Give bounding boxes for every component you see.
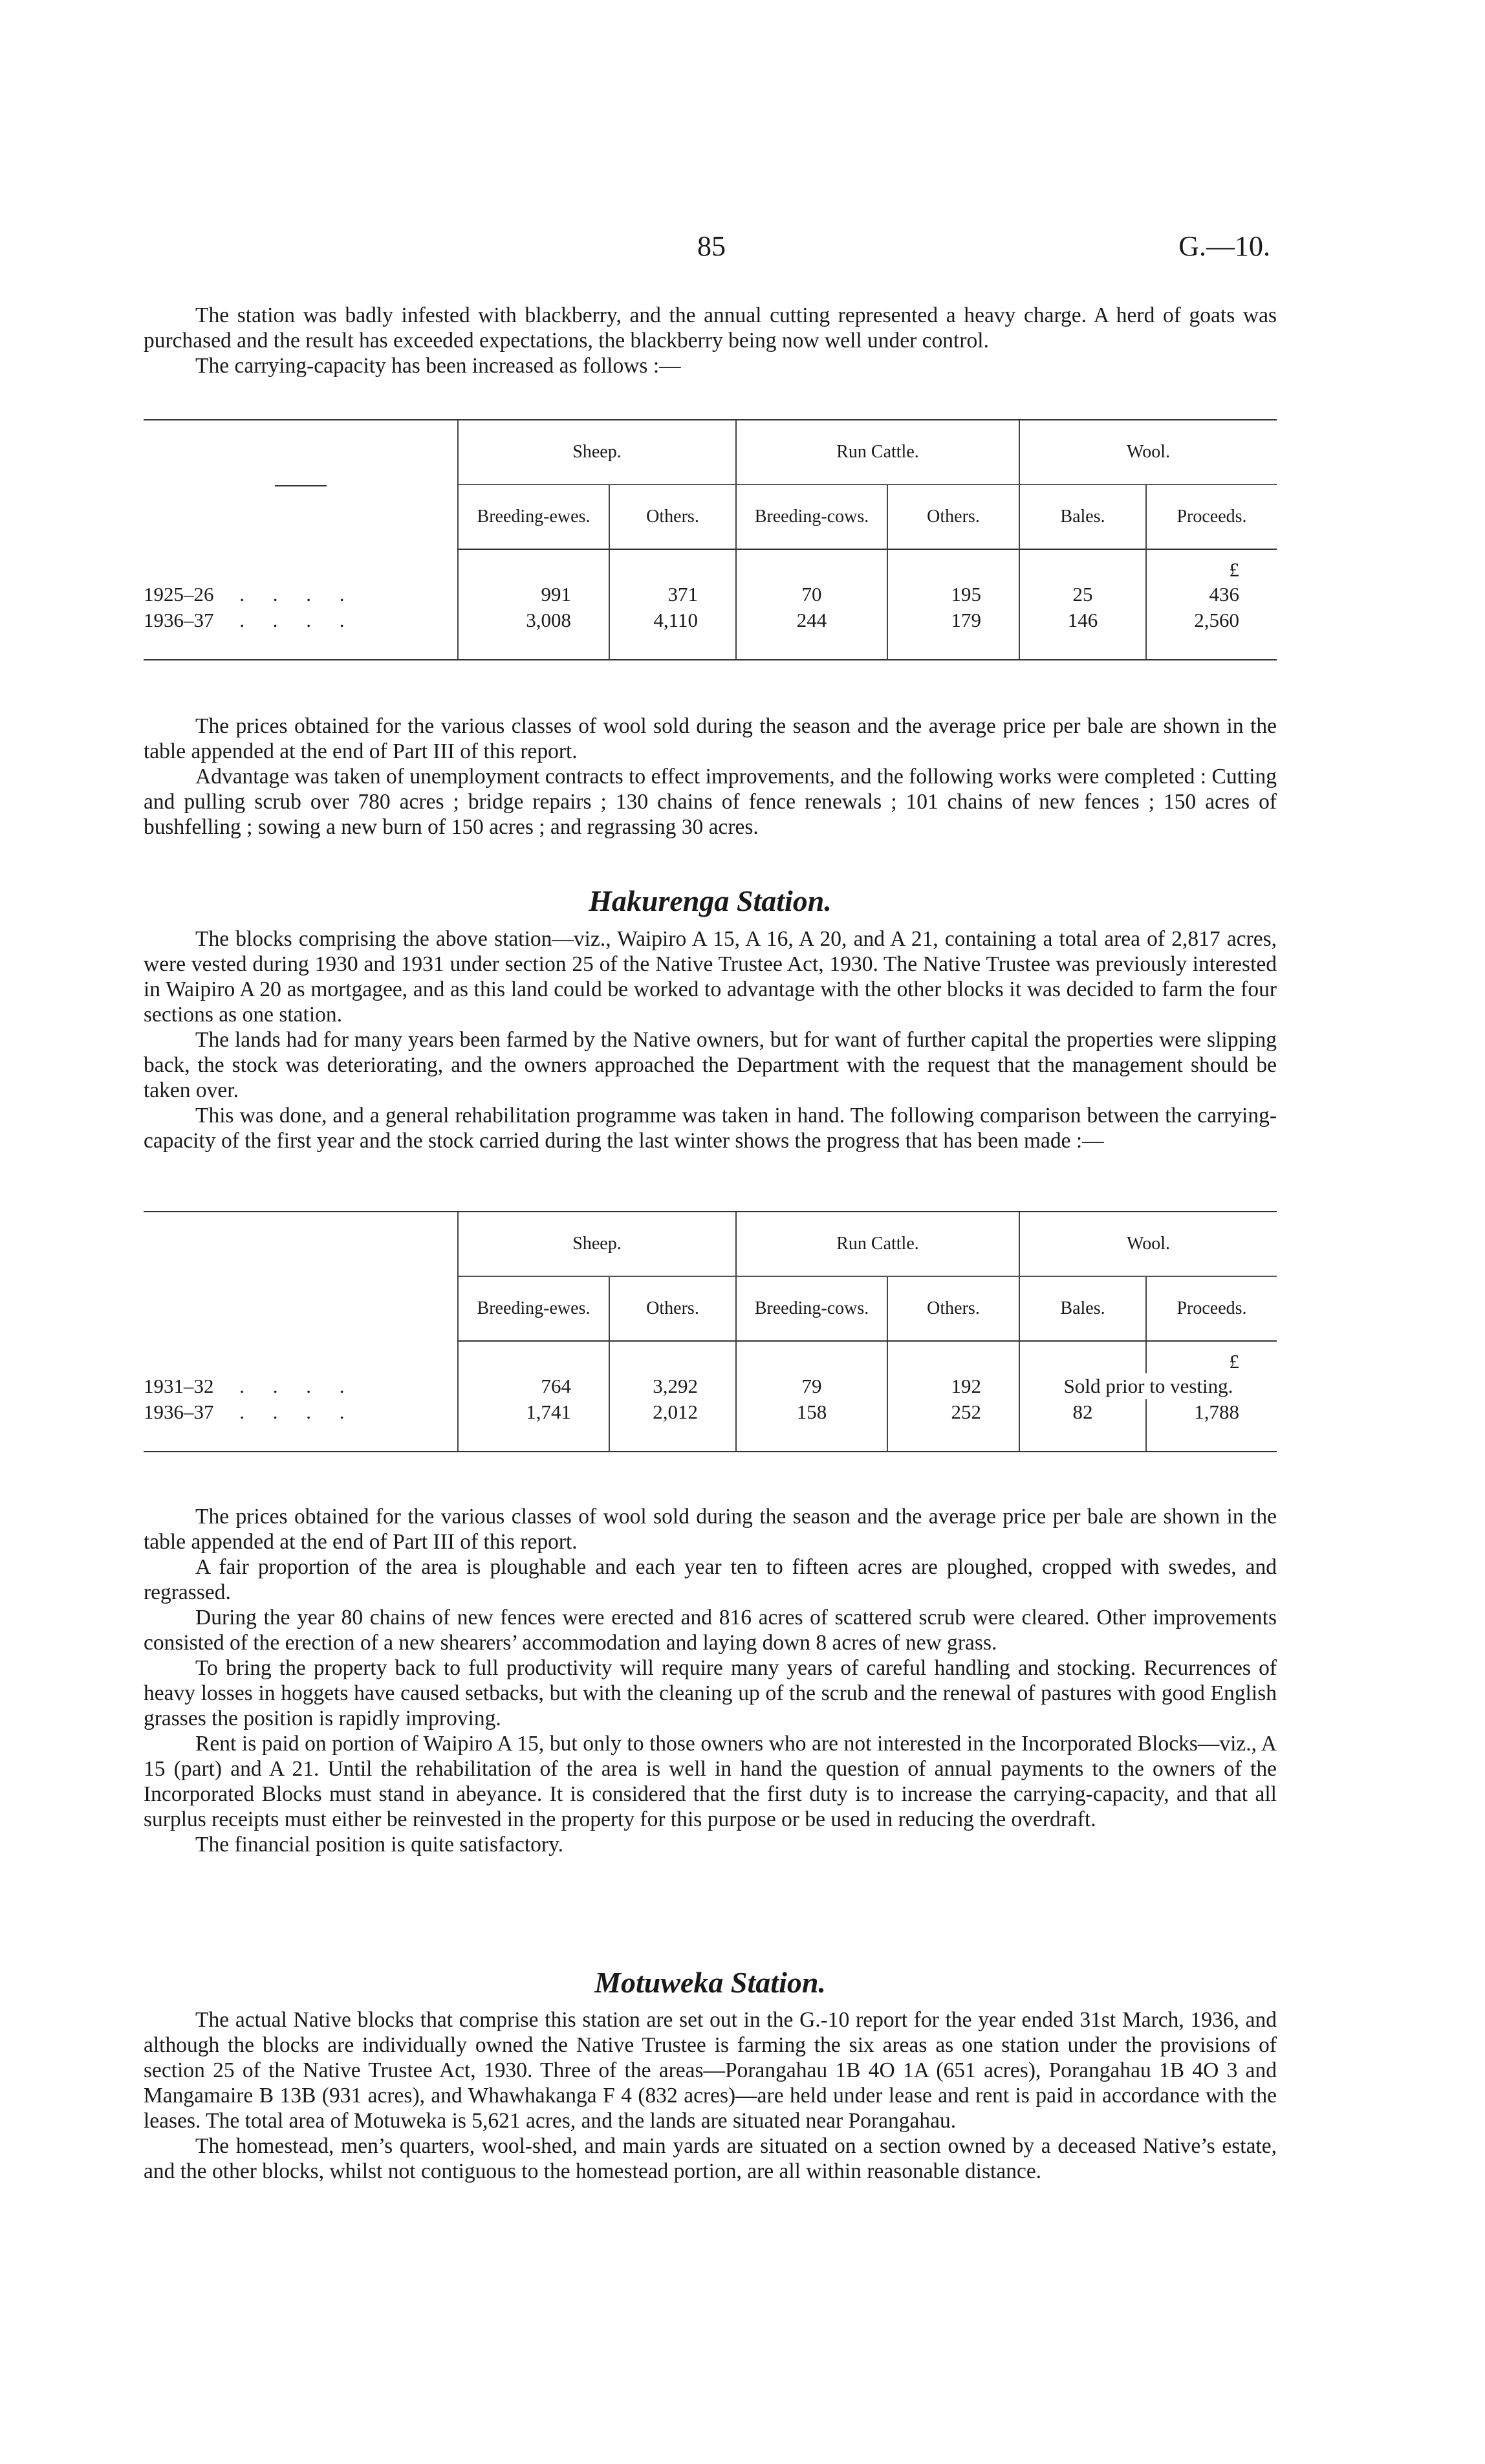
currency-symbol: £ — [1146, 1341, 1277, 1373]
intro-section — [144, 303, 1277, 378]
column-header: Proceeds. — [1146, 1276, 1277, 1341]
carrying-capacity-table-2 — [144, 1211, 1277, 1452]
wool-and-improvements-section — [144, 714, 1277, 840]
leader-dots: . . . . — [239, 1401, 356, 1423]
paragraph: The actual Native blocks that comprise this station are set out in the G.-10 report for the year ended 31st March, 1936, and although the blocks are individually owned the Native Trustee is farming the six areas as one station under the provisions of section 25 of the Native Trustee Act, 1930. Three of the areas—Porangahau 1B 4O 1A (651 acres), Porangahau 1B 4O 3 and Mangamaire B 13B (931 acres), and Whawhakanga F 4 (832 acres)—are held under lease and rent is paid in accordance with the leases. The total area of Motuweka is 5,621 acres, and the lands are situated near Porangahau. — [144, 2008, 1277, 2133]
table-row — [144, 1399, 1277, 1425]
hakurenga-section — [144, 926, 1277, 1153]
sheep-others-cell: 2,012 — [609, 1399, 736, 1425]
paragraph: The homestead, men’s quarters, wool-shed, and main yards are situated on a section owned by a deceased Native’s estate, and the other blocks, whilst not contiguous to the homestead portion, are all within reasonable distance. — [144, 2134, 1277, 2183]
cattle-others-cell: 179 — [887, 607, 1019, 633]
table-row — [144, 1373, 1277, 1399]
year-column-header — [144, 1212, 458, 1341]
column-header: Breeding-ewes. — [458, 1276, 609, 1341]
breeding-cows-cell: 79 — [736, 1373, 887, 1399]
column-header: Bales. — [1019, 1276, 1146, 1341]
paragraph: The lands had for many years been farmed by the Native owners, but for want of further capital the properties were slipping back, the stock was deteriorating, and the owners approached the Department with the request that the management should be taken over. — [144, 1028, 1277, 1102]
proceeds-cell: 436 — [1146, 582, 1277, 607]
column-header: Breeding-cows. — [736, 485, 887, 549]
paragraph: Rent is paid on portion of Waipiro A 15, but only to those owners who are not interested in the Incorporated Blocks—viz., A 15 (part) and A 21. Until the rehabilitation of the area is well in hand the question of annual payments to the owners of the Incorporated Blocks must stand in abeyance. It is considered that the first duty is to increase the carrying-capacity, and that all surplus receipts must either be reinvested in the property for this purpose or be used in reducing the overdraft. — [144, 1732, 1277, 1831]
column-header: Bales. — [1019, 485, 1146, 549]
paragraph: During the year 80 chains of new fences were erected and 816 acres of scattered scrub were cleared. Other improvements consisted of the erection of a new shearers’ accommodation and laying down 8 acres of new grass. — [144, 1606, 1277, 1655]
page-number: 85 — [697, 230, 726, 262]
bales-cell: 82 — [1019, 1399, 1146, 1425]
paragraph: The station was badly infested with blackberry, and the annual cutting represented a heavy charge. A herd of goats was purchased and the result has exceeded expectations, the blackberry being now well under control. — [144, 303, 1277, 353]
column-header: Others. — [609, 485, 736, 549]
run-cattle-group-header: Run Cattle. — [736, 1212, 1019, 1276]
year-cell: 1936–37 — [144, 609, 214, 631]
sheep-others-cell: 4,110 — [609, 607, 736, 633]
wool-group-header: Wool. — [1019, 420, 1277, 485]
cattle-others-cell: 252 — [887, 1399, 1019, 1425]
proceeds-cell: 1,788 — [1146, 1399, 1277, 1425]
paragraph: The prices obtained for the various classes of wool sold during the season and the average price per bale are shown in the table appended at the end of Part III of this report. — [144, 714, 1277, 763]
motuweka-section — [144, 2007, 1277, 2184]
bales-cell: 146 — [1019, 607, 1146, 633]
report-reference: G.—10. — [1178, 230, 1270, 262]
column-header: Breeding-cows. — [736, 1276, 887, 1341]
sheep-group-header: Sheep. — [458, 420, 736, 485]
paragraph: This was done, and a general rehabilitation programme was taken in hand. The following comparison between the carrying-capacity of the first year and the stock carried during the last winter shows the progress that has been made :— — [144, 1104, 1277, 1153]
sheep-others-cell: 3,292 — [609, 1373, 736, 1399]
paragraph: To bring the property back to full productivity will require many years of careful handling and stocking. Recurrences of heavy losses in hoggets have caused setbacks, but with the cleaning up of the scrub and the renewal of pastures with good English grasses the position is rapidly improving. — [144, 1656, 1277, 1730]
hakurenga-station-heading: Hakurenga Station. — [589, 884, 832, 917]
breeding-ewes-cell: 1,741 — [458, 1399, 609, 1425]
breeding-ewes-cell: 991 — [458, 582, 609, 607]
run-cattle-group-header: Run Cattle. — [736, 420, 1019, 485]
currency-symbol: £ — [1146, 549, 1277, 582]
leader-dots: . . . . — [239, 583, 356, 605]
breeding-ewes-cell: 764 — [458, 1373, 609, 1399]
wool-note-cell: Sold prior to vesting. — [1019, 1373, 1277, 1399]
paragraph: The prices obtained for the various classes of wool sold during the season and the average price per bale are shown in the table appended at the end of Part III of this report. — [144, 1505, 1277, 1554]
breeding-cows-cell: 158 — [736, 1399, 887, 1425]
year-cell: 1925–26 — [144, 583, 214, 605]
year-column-header — [144, 420, 458, 549]
year-cell: 1936–37 — [144, 1401, 214, 1423]
column-header: Others. — [887, 485, 1019, 549]
breeding-cows-cell: 244 — [736, 607, 887, 633]
paragraph: Advantage was taken of unemployment contracts to effect improvements, and the following works were completed : Cutting and pulling scrub over 780 acres ; bridge repairs ; 130 chains of fence renewals ; 101 chains of new fences ; 150 acres of bushfelling ; sowing a new burn of 150 acres ; and regrassing 30 acres. — [144, 765, 1277, 839]
column-header: Others. — [887, 1276, 1019, 1341]
wool-group-header: Wool. — [1019, 1212, 1277, 1276]
paragraph: The carrying-capacity has been increased as follows :— — [195, 354, 681, 378]
column-header: Proceeds. — [1146, 485, 1277, 549]
paragraph: The financial position is quite satisfactory. — [195, 1833, 564, 1857]
paragraph: A fair proportion of the area is ploughable and each year ten to fifteen acres are ploughed, cropped with swedes, and regrassed. — [144, 1555, 1277, 1604]
column-header: Breeding-ewes. — [458, 485, 609, 549]
table-row — [144, 582, 1277, 607]
bales-cell: 25 — [1019, 582, 1146, 607]
cattle-others-cell: 195 — [887, 582, 1019, 607]
paragraph: The blocks comprising the above station—viz., Waipiro A 15, A 16, A 20, and A 21, containing a total area of 2,817 acres, were vested during 1930 and 1931 under section 25 of the Native Trustee Act, 1930. The Native Trustee was previously interested in Waipiro A 20 as mortgagee, and as this land could be worked to advantage with the other blocks it was decided to farm the four sections as one station. — [144, 927, 1277, 1027]
motuweka-station-heading: Motuweka Station. — [594, 1966, 826, 1999]
cattle-others-cell: 192 — [887, 1373, 1019, 1399]
year-cell: 1931–32 — [144, 1375, 214, 1397]
table-row — [144, 607, 1277, 633]
column-header: Others. — [609, 1276, 736, 1341]
breeding-cows-cell: 70 — [736, 582, 887, 607]
carrying-capacity-table-1 — [144, 419, 1277, 660]
sheep-others-cell: 371 — [609, 582, 736, 607]
sheep-group-header: Sheep. — [458, 1212, 736, 1276]
leader-dots: . . . . — [239, 609, 356, 631]
breeding-ewes-cell: 3,008 — [458, 607, 609, 633]
leader-dots: . . . . — [239, 1375, 356, 1397]
hakurenga-progress-section — [144, 1504, 1277, 1857]
proceeds-cell: 2,560 — [1146, 607, 1277, 633]
